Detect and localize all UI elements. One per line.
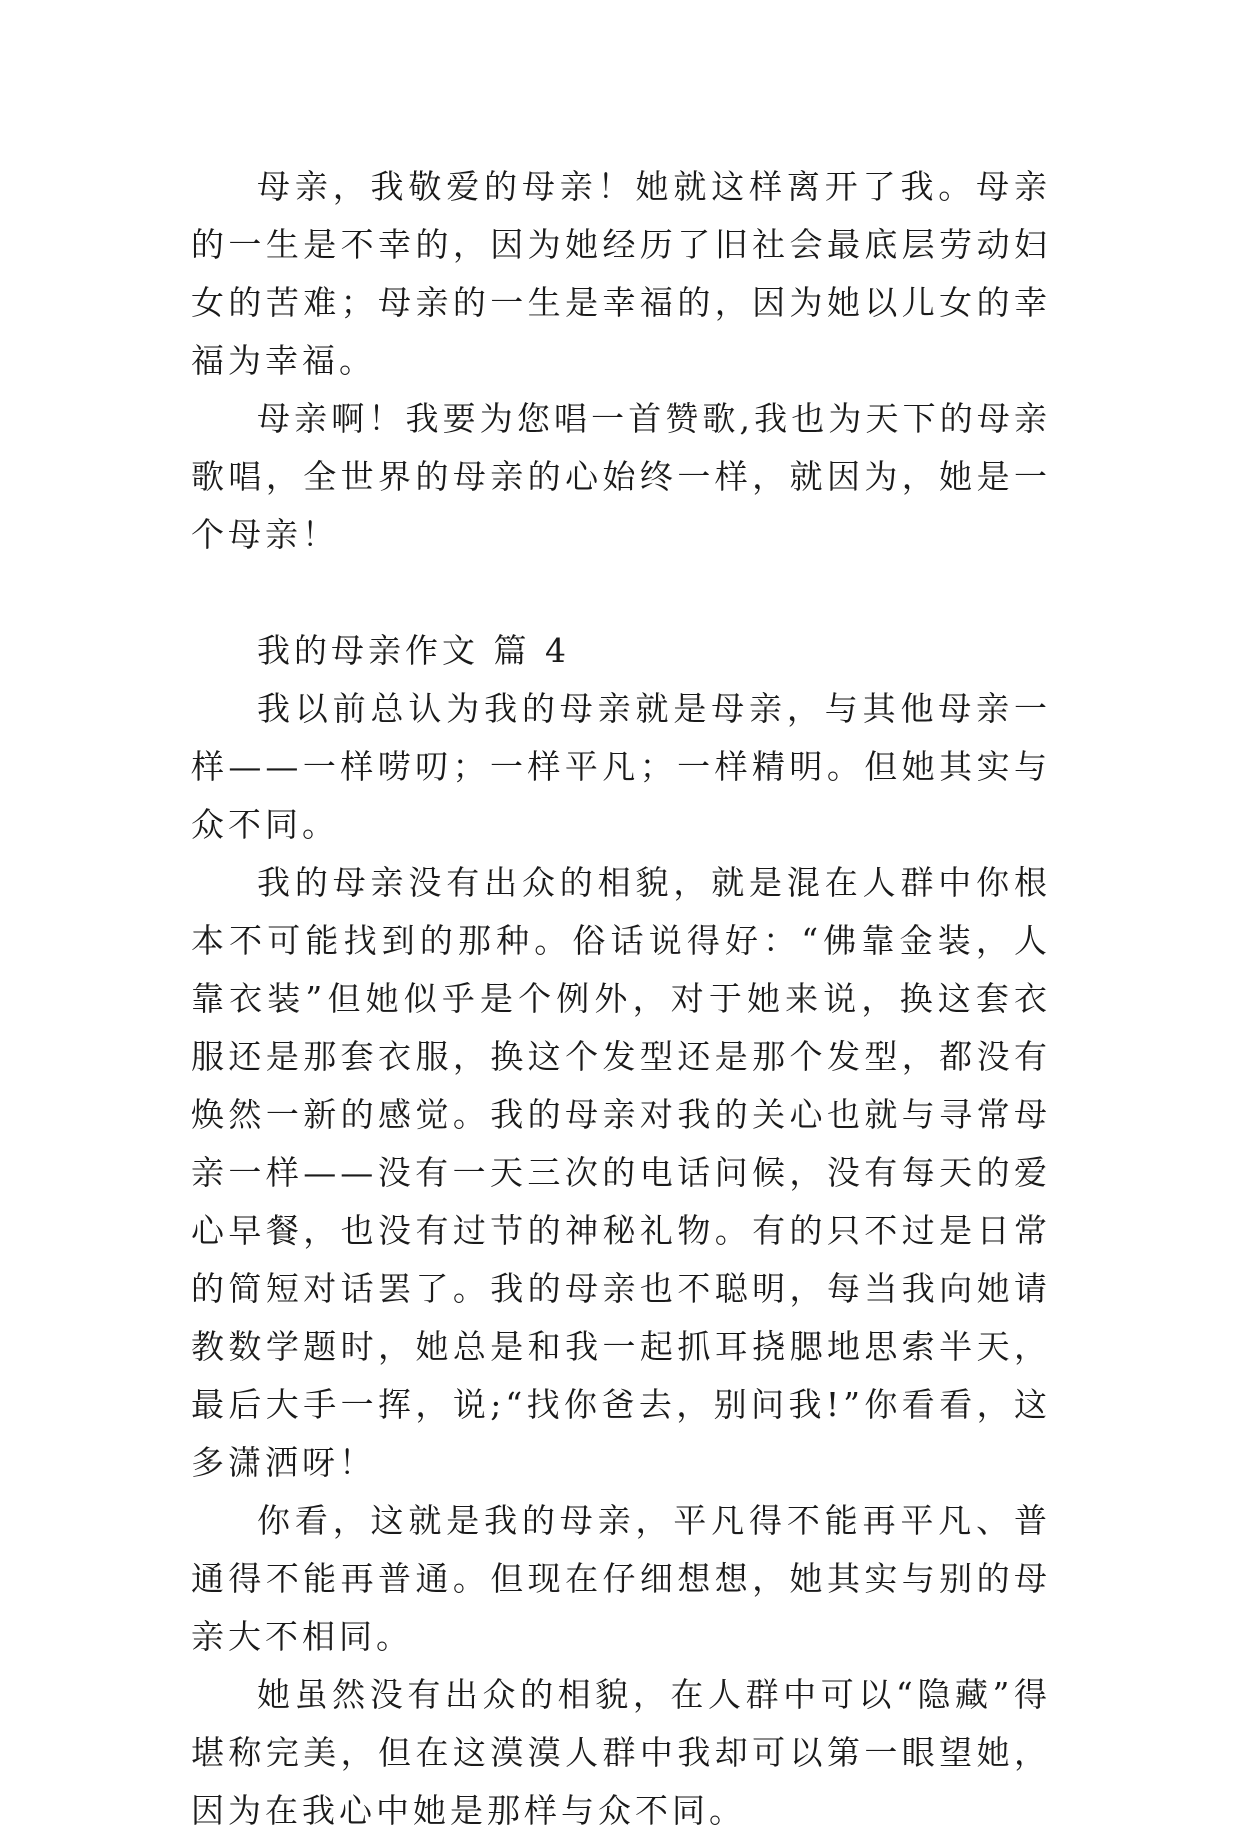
paragraph-plain-mother: 你看，这就是我的母亲，平凡得不能再平凡、普通得不能再普通。但现在仔细想想，她其实与别的母亲大不相同。 bbox=[191, 1501, 1051, 1656]
document-body bbox=[191, 158, 1051, 1840]
paragraph-intro: 我以前总认为我的母亲就是母亲，与其他母亲一样——一样唠叨；一样平凡；一样精明。但她其实与众不同。 bbox=[191, 689, 1051, 844]
paragraph-mother-life: 母亲，我敬爱的母亲！她就这样离开了我。母亲的一生是不幸的，因为她经历了旧社会最底层劳动妇女的苦难；母亲的一生是幸福的，因为她以儿女的幸福为幸福。 bbox=[191, 167, 1051, 380]
section-heading: 我的母亲作文 篇 4 bbox=[257, 631, 570, 670]
paragraph-unique-mother: 她虽然没有出众的相貌，在人群中可以“隐藏”得堪称完美，但在这漠漠人群中我却可以第一眼望她，因为在我心中她是那样与众不同。 bbox=[191, 1675, 1051, 1830]
section-gap bbox=[191, 564, 1051, 622]
paragraph-ordinary-mother: 我的母亲没有出众的相貌，就是混在人群中你根本不可能找到的那种。俗话说得好：“佛靠金装，人靠衣装”但她似乎是个例外，对于她来说，换这套衣服还是那套衣服，换这个发型还是那个发型，都没有焕然一新的感觉。我的母亲对我的关心也就与寻常母亲一样——没有一天三次的电话问候，没有每天的爱心早餐，也没有过节的神秘礼物。有的只不过是日常的简短对话罢了。我的母亲也不聪明，每当我向她请教数学题时，她总是和我一起抓耳挠腮地思索半天，最后大手一挥，说;“找你爸去，别问我!”你看看，这多潇洒呀！ bbox=[191, 863, 1051, 1482]
paragraph-song-for-mother: 母亲啊！我要为您唱一首赞歌,我也为天下的母亲歌唱，全世界的母亲的心始终一样，就因为，她是一个母亲！ bbox=[191, 399, 1051, 554]
